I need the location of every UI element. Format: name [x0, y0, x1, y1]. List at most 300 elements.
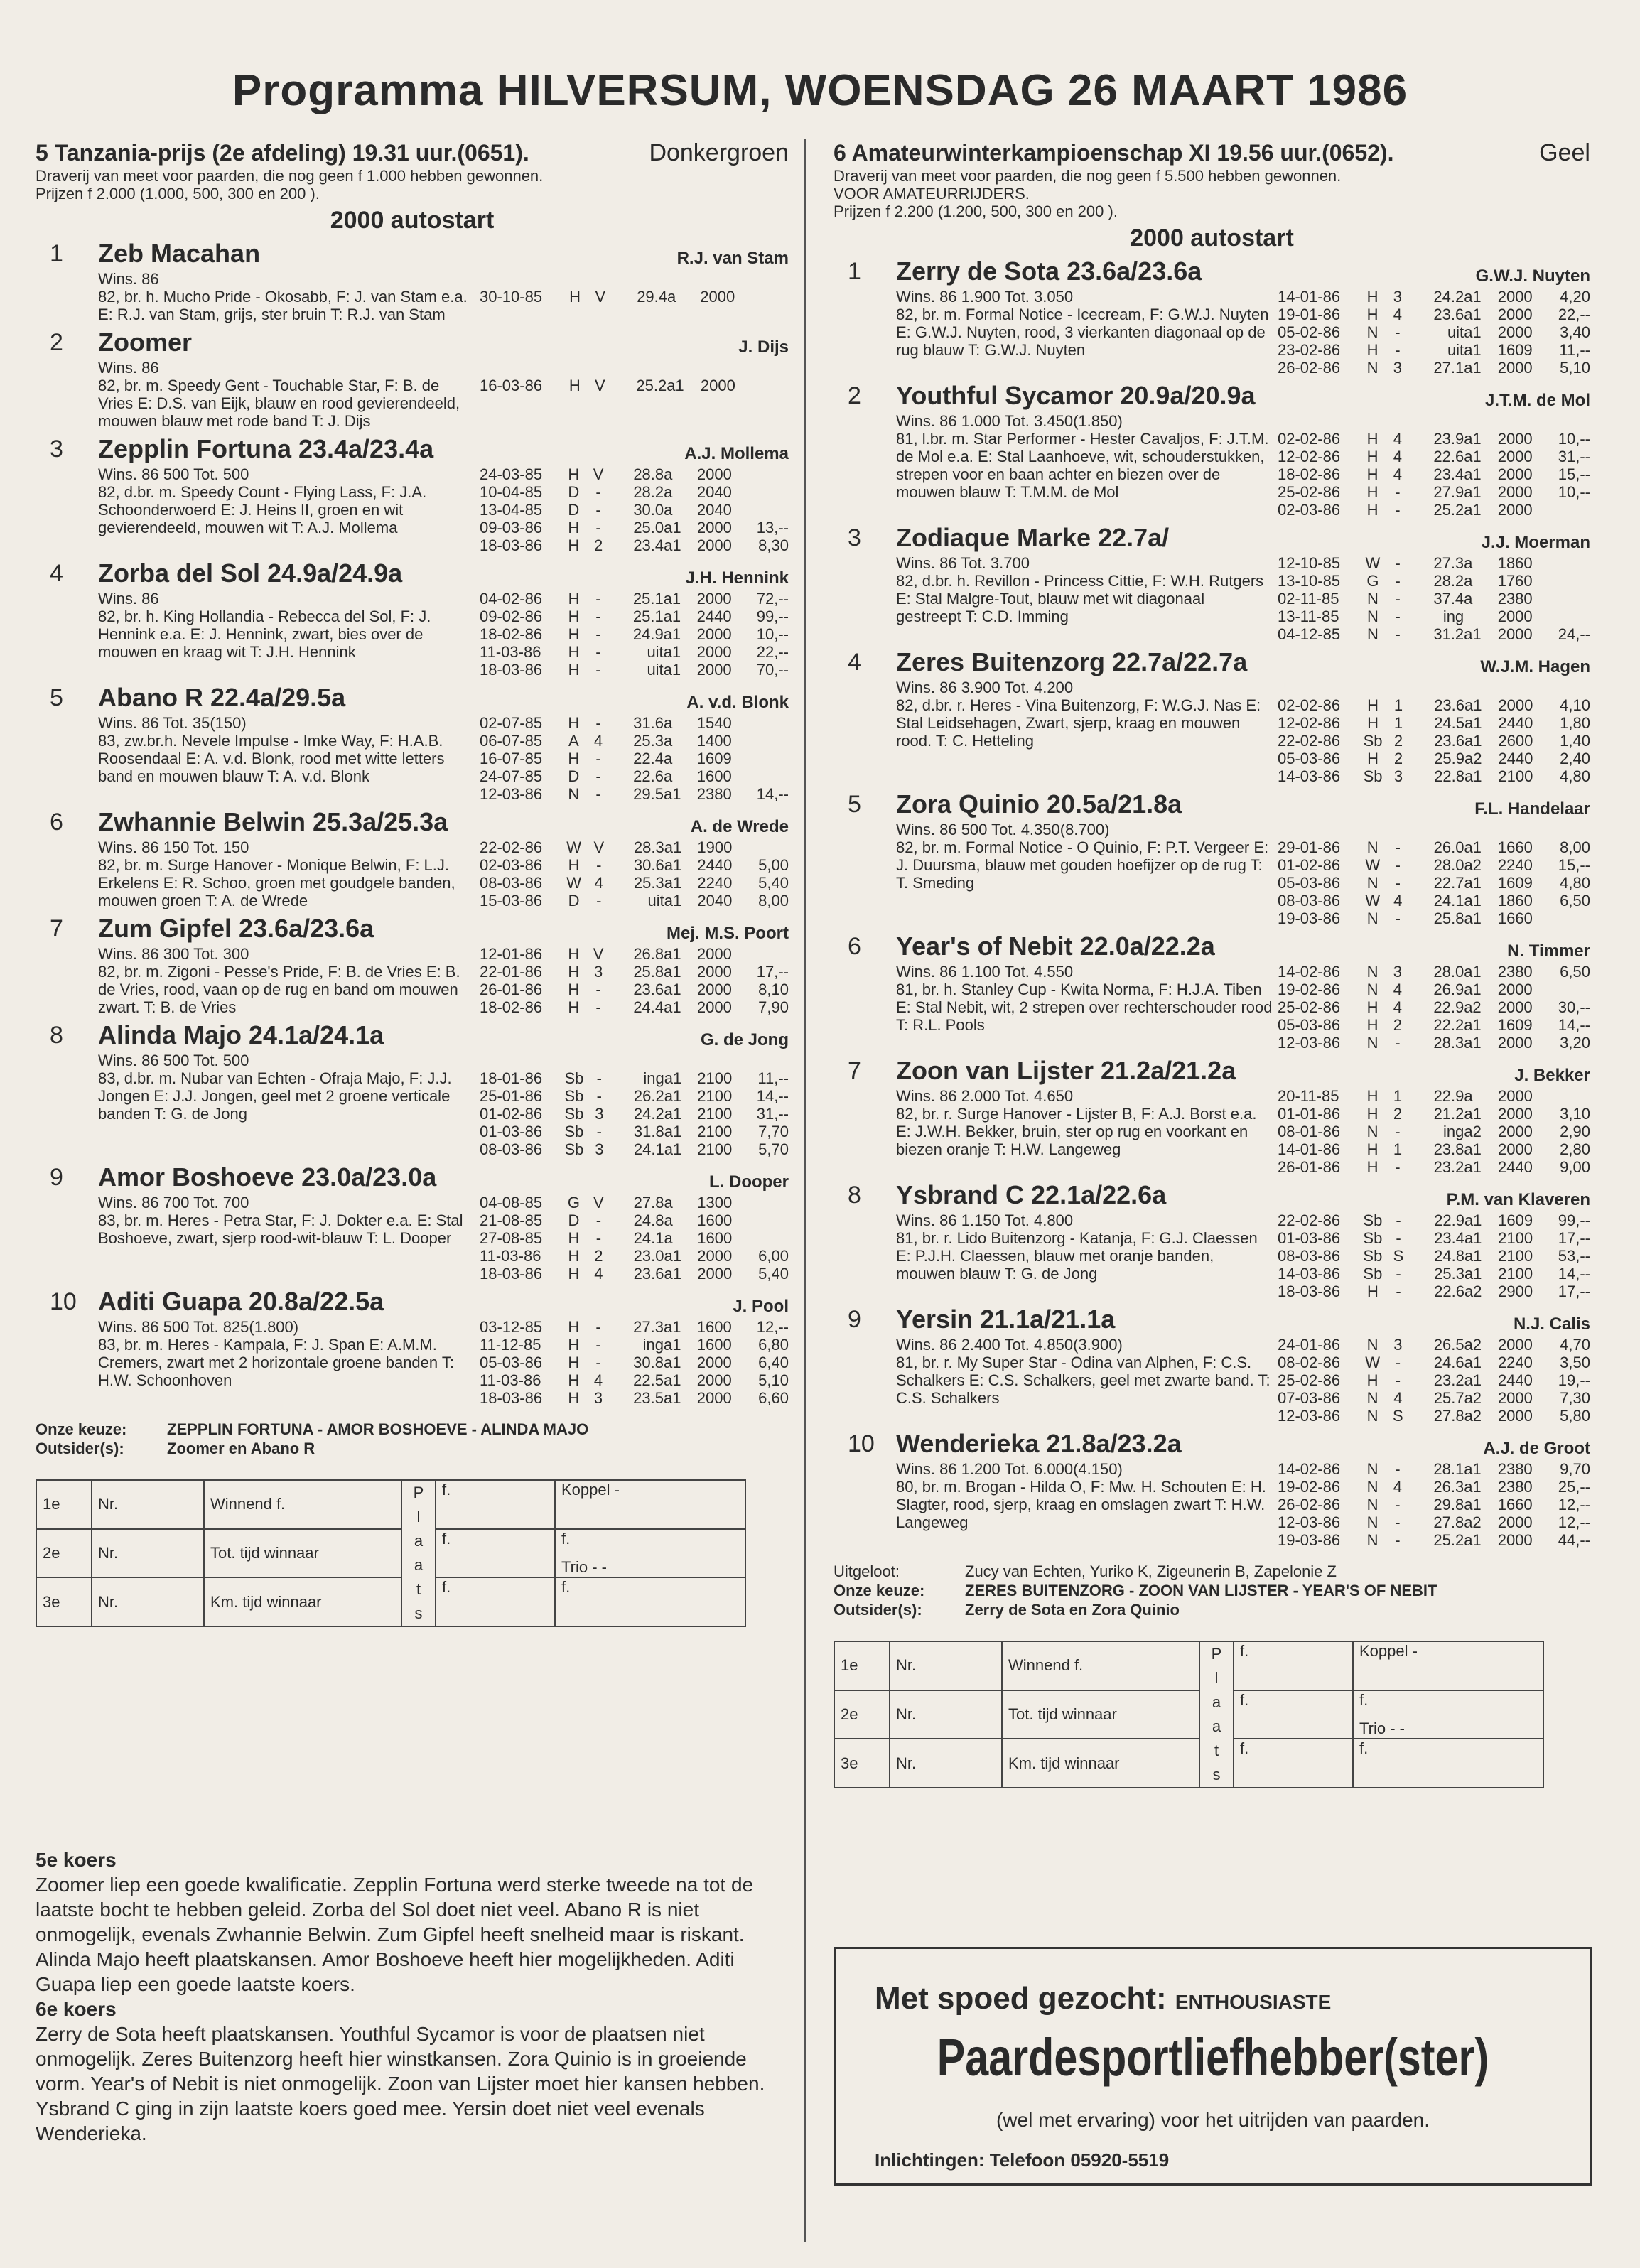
form-place: V [595, 288, 606, 306]
form-distance: 2000 [1497, 1087, 1533, 1105]
form-time: 23.9 [1433, 430, 1464, 448]
form-row [1278, 1354, 1590, 1371]
horse-entry-body [834, 1336, 1590, 1425]
form-odds: 19,-- [1558, 1371, 1590, 1389]
horse-entry-header [834, 381, 1590, 412]
form-place: - [1395, 909, 1401, 927]
form-date: 06-07-85 [480, 732, 543, 750]
form-distance: 2040 [696, 501, 732, 519]
form-distance: 2000 [1497, 1407, 1533, 1425]
horse-trainer: N. Timmer [1507, 941, 1590, 961]
horse-name: Zoomer [98, 328, 193, 357]
result-nr-label: Nr. [890, 1641, 1002, 1690]
ad-title: Paardesportliefhebber(ster) [937, 2028, 1489, 2087]
horse-number: 9 [50, 1164, 63, 1191]
form-distance: 2380 [696, 785, 732, 803]
horse-number: 9 [848, 1306, 861, 1333]
form-time: 24.8 [633, 1211, 664, 1229]
form-row [480, 1336, 789, 1354]
horse-number: 6 [50, 809, 63, 836]
form-track: H [1366, 1087, 1379, 1105]
race-title-text: 5 Tanzania-prijs (2e afdeling) 19.31 uur.(0651). [36, 140, 529, 166]
form-row [1278, 732, 1590, 750]
form-place: - [1395, 608, 1401, 625]
horse-trainer: W.J.M. Hagen [1480, 657, 1590, 676]
form-time: 22.8 [1434, 767, 1465, 785]
form-odds [1542, 909, 1590, 927]
form-date: 14-01-86 [1278, 1140, 1341, 1158]
horse-number: 7 [50, 915, 63, 942]
form-date: 05-03-86 [480, 1354, 543, 1371]
form-time: 27.8 [1433, 1407, 1464, 1425]
form-time: ing [642, 1336, 664, 1354]
result-trio: Trio [561, 1557, 588, 1576]
form-time: 24.1 [633, 1229, 664, 1247]
form-odds [1542, 590, 1590, 608]
horse-number: 2 [848, 382, 861, 409]
form-time: 27.9 [1433, 483, 1464, 501]
form-odds [1542, 572, 1590, 590]
form-rows [480, 288, 789, 306]
form-distance: 2000 [1497, 501, 1533, 519]
form-code: a1 [664, 892, 682, 909]
form-track: N [1366, 1513, 1379, 1531]
horse-number: 1 [50, 240, 63, 267]
form-odds: 4,70 [1560, 1336, 1590, 1354]
form-track: H [1366, 341, 1379, 359]
horse-entry-header [834, 1429, 1590, 1460]
form-code: a1 [1464, 501, 1482, 519]
form-track: N [1366, 1478, 1379, 1496]
commentary [36, 1847, 792, 2146]
form-distance: 2900 [1498, 1282, 1533, 1300]
form-odds [741, 750, 789, 767]
form-table [1278, 963, 1590, 1052]
form-track: H [568, 1318, 580, 1336]
form-row [1278, 1371, 1590, 1389]
form-place: - [595, 767, 601, 785]
form-distance: 2100 [697, 1087, 733, 1105]
form-code: a1 [1464, 1531, 1482, 1549]
horse-number: 4 [50, 560, 63, 587]
form-odds: 9,70 [1560, 1460, 1590, 1478]
form-time: 25.3 [633, 732, 664, 750]
form-date: 26-01-86 [480, 981, 543, 998]
form-place: V [593, 838, 605, 856]
form-track: H [568, 1247, 580, 1265]
form-code: a1 [1464, 1105, 1482, 1123]
form-place: 3 [595, 1140, 604, 1158]
form-time: 24.2 [633, 1105, 664, 1123]
form-time: 22.7 [1433, 874, 1464, 892]
form-table [480, 1194, 789, 1282]
form-date: 12-02-86 [1278, 448, 1341, 465]
form-distance: 2000 [696, 945, 732, 963]
horse-description: Wins. 86 500 Tot. 500 82, d.br. m. Speedy Count - Flying Lass, F: J.A. Schoonderwoerd E: J. Heins II, groen en wit gevierendeeld, mouwen wit T: A.J. Mollema [98, 465, 427, 536]
form-code: a1 [1464, 1140, 1482, 1158]
form-distance: 2000 [696, 1371, 732, 1389]
horse-description: Wins. 86 500 Tot. 825(1.800) 83, br. m. Heres - Kampala, F: J. Span E: A.M.M. Cremers, zwart met 2 horizontale groene banden T: H.W. Schoonhoven [98, 1318, 454, 1389]
form-time: uit [1447, 323, 1464, 341]
form-track: W [1365, 892, 1381, 909]
form-row [480, 998, 789, 1016]
form-code: a1 [1464, 1460, 1482, 1478]
form-time: 23.8 [1433, 1140, 1464, 1158]
form-place: - [1396, 1282, 1401, 1300]
form-date: 08-03-86 [1278, 1247, 1341, 1265]
form-odds: 4,10 [1560, 696, 1590, 714]
horse-entry-body [36, 590, 789, 679]
form-track: Sb [564, 1105, 584, 1123]
form-code: a1 [1464, 1265, 1482, 1282]
form-time: 22.6 [1433, 448, 1464, 465]
form-code: a1 [1464, 696, 1482, 714]
form-date: 18-01-86 [480, 1069, 543, 1087]
form-rows [1278, 1336, 1590, 1425]
form-odds: 44,-- [1558, 1531, 1590, 1549]
form-row [1278, 696, 1590, 714]
form-time: uit [1447, 341, 1464, 359]
result-row [36, 1529, 745, 1578]
form-distance: 2440 [696, 608, 732, 625]
form-row [480, 714, 789, 732]
form-track: H [568, 856, 580, 874]
result-row [36, 1480, 745, 1529]
form-odds: 6,60 [758, 1389, 789, 1407]
form-time: 23.2 [1433, 1371, 1464, 1389]
form-place: - [595, 750, 601, 767]
form-row [1278, 430, 1590, 448]
form-time: 25.2 [636, 377, 667, 394]
form-date: 08-03-86 [1278, 892, 1341, 909]
horse-number: 1 [848, 258, 861, 285]
form-code: a1 [1464, 1211, 1482, 1229]
form-time: uit [647, 643, 664, 661]
form-odds: 15,-- [1558, 465, 1590, 483]
form-table [480, 590, 789, 679]
form-place: - [595, 998, 601, 1016]
horse-entry-header [834, 523, 1590, 554]
horse-entry [834, 381, 1590, 519]
form-row [1278, 981, 1590, 998]
form-track: H [568, 590, 580, 608]
horse-entry-header [834, 1180, 1590, 1211]
form-date: 02-02-86 [1278, 430, 1341, 448]
form-date: 10-04-85 [480, 483, 543, 501]
horse-name: Zwhannie Belwin 25.3a/25.3a [98, 807, 448, 836]
form-row [480, 590, 789, 608]
form-distance: 2000 [1497, 1531, 1533, 1549]
horse-entry-header [36, 558, 789, 590]
form-row [1278, 998, 1590, 1016]
form-date: 05-03-86 [1278, 750, 1341, 767]
form-odds [1542, 1087, 1590, 1105]
form-place: 3 [595, 1105, 604, 1123]
form-row [1278, 1123, 1590, 1140]
result-row [834, 1641, 1543, 1690]
form-rows [480, 1069, 789, 1158]
form-odds: 17,-- [756, 963, 789, 981]
form-time: 28.0 [1433, 856, 1464, 874]
form-row [480, 874, 789, 892]
result-value-label: Winnend f. [1002, 1641, 1199, 1690]
horse-number: 4 [848, 649, 861, 676]
form-table [480, 838, 789, 909]
race-title-text: 6 Amateurwinterkampioenschap XI 19.56 uur.(0652). [834, 140, 1394, 166]
horse-entry [36, 1287, 789, 1407]
form-date: 23-02-86 [1278, 341, 1341, 359]
form-place: - [595, 643, 601, 661]
form-date: 03-12-85 [480, 1318, 543, 1336]
horse-number: 7 [848, 1057, 861, 1084]
form-date: 24-03-85 [480, 465, 543, 483]
form-rows [480, 838, 789, 909]
ad-headline [875, 1981, 1331, 2016]
form-distance: 2000 [1498, 696, 1533, 714]
form-odds [1542, 554, 1590, 572]
form-odds: 3,20 [1560, 1034, 1590, 1052]
form-date: 18-02-86 [1278, 465, 1341, 483]
form-track: H [568, 1354, 580, 1371]
form-place: - [1395, 856, 1401, 874]
form-date: 02-03-86 [480, 856, 543, 874]
form-row [480, 1389, 789, 1407]
form-place: - [595, 1318, 601, 1336]
form-date: 05-03-86 [1278, 874, 1341, 892]
form-code: a [664, 1211, 673, 1229]
form-distance: 2000 [1497, 1513, 1533, 1531]
form-date: 02-11-85 [1278, 590, 1339, 608]
horse-entry-header [834, 1056, 1590, 1087]
horse-trainer: N.J. Calis [1513, 1314, 1590, 1334]
form-time: 26.9 [1433, 981, 1464, 998]
form-time: uit [647, 892, 664, 909]
form-odds [741, 501, 789, 519]
form-code: a1 [1464, 981, 1482, 998]
form-track: Sb [1363, 1265, 1383, 1282]
horse-description: Wins. 86 2.000 Tot. 4.650 82, br. r. Surge Hanover - Lijster B, F: A.J. Borst e.a. E: J.W.H. Bekker, bruin, ster op rug en voorkant en biezen oranje T: H.W. Langeweg [896, 1087, 1257, 1158]
form-distance: 2440 [1498, 714, 1533, 732]
horse-entry [36, 434, 789, 554]
form-distance: 2440 [1497, 1158, 1533, 1176]
form-track: H [1366, 1371, 1379, 1389]
ad-headline-sub: ENTHOUSIASTE [1175, 1991, 1332, 2013]
form-row [480, 483, 789, 501]
form-row [1278, 1211, 1590, 1229]
horse-entry-body [36, 270, 789, 323]
result-grid [36, 1479, 746, 1627]
horse-description: Wins. 86 500 Tot. 500 83, d.br. m. Nubar van Echten - Ofraja Majo, F: J.J. Jongen E: J.J. Jongen, geel met 2 groene verticale banden T: G. de Jong [98, 1052, 452, 1123]
form-track: H [568, 1265, 580, 1282]
form-distance: 2000 [1497, 1140, 1533, 1158]
form-row [480, 536, 789, 554]
form-distance: 2040 [697, 892, 733, 909]
commentary-heading-6: 6e koers [36, 1998, 117, 2020]
form-code: a1 [1464, 732, 1482, 750]
horse-description: Wins. 86 1.200 Tot. 6.000(4.150) 80, br. m. Brogan - Hilda O, F: Mw. H. Schouten E: H. Slagter, rood, sjerp, kraag en omslagen zwart T: H.W. Langeweg [896, 1460, 1266, 1531]
form-date: 04-08-85 [480, 1194, 543, 1211]
form-code: a1 [1464, 714, 1482, 732]
form-distance: 2240 [1497, 1354, 1533, 1371]
race-title [834, 139, 1590, 167]
form-distance: 2000 [1497, 625, 1533, 643]
result-side: f. Trio - - [1353, 1690, 1543, 1739]
form-row [1278, 714, 1590, 732]
form-distance: 2380 [1497, 1460, 1533, 1478]
horse-entry [834, 647, 1590, 785]
horse-name: Year's of Nebit 22.0a/22.2a [896, 932, 1215, 961]
form-place: - [1395, 323, 1401, 341]
horse-entry [36, 807, 789, 909]
form-track: D [568, 483, 580, 501]
form-track: N [1366, 838, 1379, 856]
form-distance: 1660 [1497, 838, 1533, 856]
form-track: H [1366, 483, 1379, 501]
form-odds: 17,-- [1558, 1229, 1590, 1247]
result-place: 3e [36, 1577, 92, 1626]
form-place: 4 [593, 1371, 603, 1389]
result-side: Koppel - [555, 1480, 745, 1529]
form-odds: 12,-- [1558, 1496, 1590, 1513]
form-row [480, 465, 789, 483]
form-track: Sb [564, 1123, 584, 1140]
form-date: 12-03-86 [1278, 1513, 1341, 1531]
race-start-type: 2000 autostart [330, 207, 495, 234]
form-date: 19-01-86 [1278, 306, 1341, 323]
horse-entry-body [834, 288, 1590, 377]
form-code: a1 [664, 874, 682, 892]
form-odds: 4,80 [1560, 767, 1590, 785]
horse-description: Wins. 86 500 Tot. 4.350(8.700) 82, br. m. Formal Notice - O Quinio, F: P.T. Vergeer E: J. Duursma, blauw met gouden hoefijzer op de rug T: T. Smeding [896, 821, 1269, 892]
form-odds [745, 288, 789, 306]
form-code: a1 [1464, 1371, 1482, 1389]
horse-entry-body [36, 1052, 789, 1158]
form-place: - [1396, 1229, 1401, 1247]
form-code: a1 [664, 1069, 682, 1087]
form-row [1278, 767, 1590, 785]
form-date: 05-03-86 [1278, 1016, 1341, 1034]
plaats-letter: t [416, 1580, 421, 1598]
form-odds: 2,90 [1560, 1123, 1590, 1140]
form-distance: 2240 [697, 874, 733, 892]
form-distance: 2240 [1497, 856, 1533, 874]
form-track: N [1366, 1460, 1379, 1478]
form-code: a [664, 501, 673, 519]
horse-entry [36, 1162, 789, 1282]
form-row [1278, 1158, 1590, 1176]
form-rows [1278, 1211, 1590, 1300]
form-distance: 2100 [1498, 1247, 1533, 1265]
result-nr-label: Nr. [92, 1529, 204, 1578]
form-row [1278, 448, 1590, 465]
horse-entry [834, 1056, 1590, 1176]
form-odds: 8,00 [1560, 838, 1590, 856]
form-place: 3 [593, 1389, 603, 1407]
form-place: 2 [1393, 1016, 1402, 1034]
horse-name: Zum Gipfel 23.6a/23.6a [98, 914, 374, 943]
form-odds: 7,90 [758, 998, 789, 1016]
form-distance: 1609 [1497, 1016, 1533, 1034]
form-odds: 17,-- [1558, 1282, 1590, 1300]
form-odds: 3,40 [1560, 323, 1590, 341]
form-code: a1 [1464, 1034, 1482, 1052]
form-row [480, 767, 789, 785]
outsider-line [36, 1439, 789, 1458]
horse-number: 6 [848, 933, 861, 960]
result-value-label: Km. tijd winnaar [204, 1577, 401, 1626]
keuze-line [36, 1420, 789, 1439]
form-place: 4 [594, 874, 603, 892]
form-distance: 1609 [1497, 341, 1533, 359]
form-time: 21.2 [1433, 1105, 1464, 1123]
form-row [1278, 874, 1590, 892]
result-koppel-f: f. [561, 1529, 571, 1548]
keuze-value: ZEPPLIN FORTUNA - AMOR BOSHOEVE - ALINDA MAJO [167, 1420, 589, 1438]
form-odds: 1,40 [1560, 732, 1590, 750]
result-place: 2e [36, 1529, 92, 1578]
form-code: a [1464, 1087, 1473, 1105]
form-row [1278, 554, 1590, 572]
form-place: 2 [1393, 1105, 1403, 1123]
form-track: H [1366, 448, 1379, 465]
form-odds [741, 732, 789, 750]
form-odds: 3,50 [1560, 1354, 1590, 1371]
form-rows [480, 1318, 789, 1407]
form-place: S [1393, 1407, 1403, 1425]
form-odds: 5,70 [758, 1140, 789, 1158]
form-track: H [568, 1336, 580, 1354]
form-track: W [1365, 1354, 1380, 1371]
form-odds: 6,80 [758, 1336, 789, 1354]
result-place: 3e [834, 1739, 890, 1788]
form-time: ing [1443, 1123, 1464, 1140]
form-date: 24-07-85 [480, 767, 543, 785]
form-rows [480, 1194, 789, 1282]
form-date: 14-01-86 [1278, 288, 1341, 306]
form-track: D [568, 501, 580, 519]
form-date: 26-02-86 [1278, 359, 1341, 377]
form-rows [1278, 430, 1590, 519]
horse-entry-body [834, 554, 1590, 643]
form-code: a [1464, 572, 1473, 590]
plaats-letter: P [413, 1484, 424, 1501]
form-place: 4 [1393, 465, 1402, 483]
result-nr-label: Nr. [890, 1690, 1002, 1739]
form-odds: 30,-- [1558, 998, 1590, 1016]
form-time: 23.6 [1433, 306, 1464, 323]
form-track: H [1366, 998, 1379, 1016]
form-row [1278, 608, 1590, 625]
form-track: H [1367, 714, 1379, 732]
form-distance: 1600 [696, 1336, 732, 1354]
form-row [1278, 1247, 1590, 1265]
form-table [1278, 554, 1590, 643]
horse-entry-header [834, 789, 1590, 821]
form-code: a1 [664, 1247, 681, 1265]
form-date: 19-02-86 [1278, 1478, 1341, 1496]
form-code: a1 [663, 1318, 681, 1336]
result-plaats-f: f. [436, 1577, 555, 1626]
form-odds: 31,-- [756, 1105, 789, 1123]
form-time: 27.3 [633, 1318, 664, 1336]
form-table [1278, 838, 1590, 927]
horse-description: Wins. 86 1.150 Tot. 4.800 81, br. r. Lido Buitenzorg - Katanja, F: G.J. Claessen E: P.J.H. Claessen, blauw met oranje banden, mouwen blauw T: G. de Jong [896, 1211, 1258, 1282]
form-row [1278, 572, 1590, 590]
form-row [1278, 1265, 1590, 1282]
ad-contact: Inlichtingen: Telefoon 05920-5519 [875, 2149, 1170, 2171]
form-distance: 2040 [696, 483, 732, 501]
form-row [1278, 1034, 1590, 1052]
